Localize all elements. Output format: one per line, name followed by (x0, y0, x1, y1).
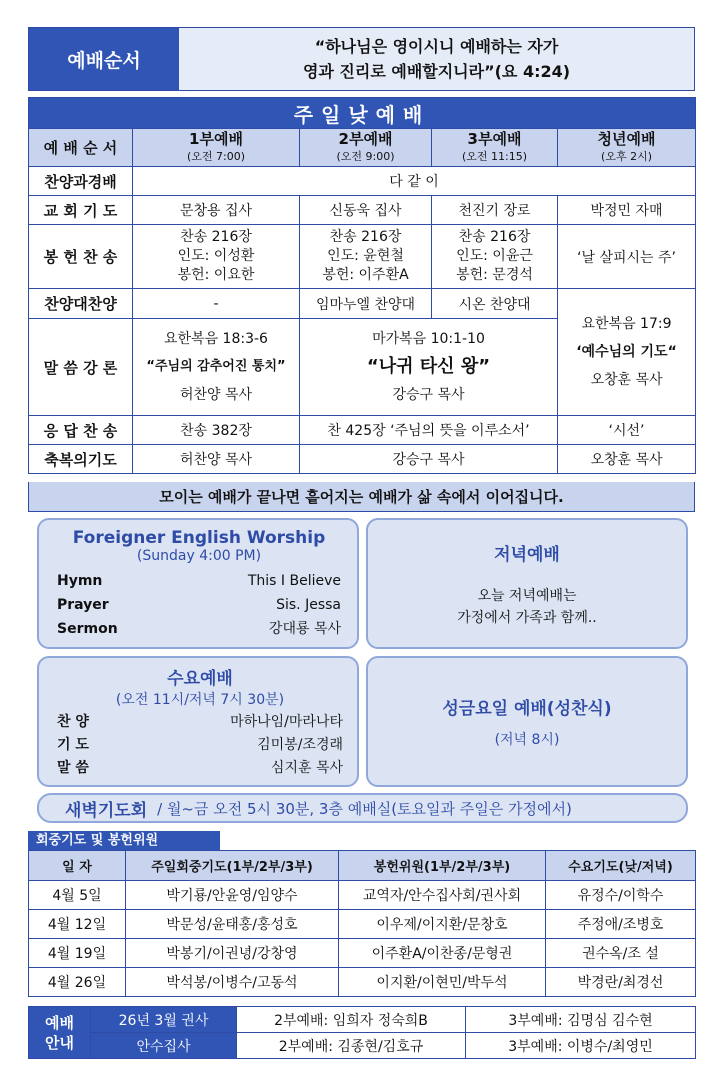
evening-line-1: 오늘 저녁예배는 (477, 588, 577, 604)
row-label-response: 응 답 찬 송 (29, 416, 133, 445)
guide-row1-2nd: 2부예배: 임희자 정숙희B (237, 1007, 466, 1033)
guide-row1-role: 26년 3월 권사 (91, 1007, 237, 1033)
prayer-youth: 박정민 자매 (558, 196, 696, 225)
worship-guide-table (28, 1006, 696, 1059)
table-cell: 이우제/이지환/문창호 (339, 910, 546, 939)
blessing-1: 허찬양 목사 (133, 445, 300, 474)
praise-all: 다 같 이 (133, 167, 696, 196)
pray-committee-title: 회중기도 및 봉헌위원 (28, 831, 220, 850)
row-label-prayer: 교 회 기 도 (29, 196, 133, 225)
verse-line-1: “하나님은 영이시니 예배하는 자가 (314, 37, 559, 56)
blessing-23: 강승구 목사 (300, 445, 558, 474)
table-cell: 4월 19일 (29, 939, 126, 968)
table-row (29, 881, 696, 910)
table-cell: 박석봉/이병수/고동석 (126, 968, 339, 997)
table-cell: 박문성/윤태홍/홍성호 (126, 910, 339, 939)
offering-youth: ‘날 살피시는 주’ (558, 225, 696, 289)
table-cell: 이주환A/이찬종/문형권 (339, 939, 546, 968)
service-youth-header: 청년예배 (오후 2시) (558, 129, 696, 167)
pray-header-offering: 봉헌위원(1부/2부/3부) (339, 851, 546, 881)
table-cell: 이지환/이현민/박두석 (339, 968, 546, 997)
guide-label: 예배 안내 (29, 1007, 91, 1059)
foreigner-sermon: Sermon 강대룡 목사 (57, 621, 341, 637)
guide-row2-2nd: 2부예배: 김종현/김호규 (237, 1033, 466, 1059)
service-1-header: 1부예배 (오전 7:00) (133, 129, 300, 167)
table-row (29, 910, 696, 939)
good-friday-time: (저녁 8시) (494, 732, 560, 748)
sermon-1: 요한복음 18:3-6 “주님의 감추어진 통치” 허찬양 목사 (133, 319, 300, 416)
response-youth: ‘시선’ (558, 416, 696, 445)
evening-worship-box (366, 518, 688, 649)
sunday-schedule-table (28, 97, 696, 474)
table-cell: 박봉기/이권녕/강창영 (126, 939, 339, 968)
evening-title: 저녁예배 (494, 545, 560, 565)
table-cell: 4월 26일 (29, 968, 126, 997)
prayer-2: 신동욱 집사 (300, 196, 432, 225)
table-row (29, 968, 696, 997)
prayer-1: 문창용 집사 (133, 196, 300, 225)
pray-header-date: 일 자 (29, 851, 126, 881)
guide-row1-3rd: 3부예배: 김명심 김수현 (466, 1007, 696, 1033)
response-1: 찬송 382장 (133, 416, 300, 445)
foreigner-hymn: Hymn This I Believe (57, 573, 341, 589)
wednesday-worship-box (37, 656, 359, 787)
row-label-offering: 봉 헌 찬 송 (29, 225, 133, 289)
wednesday-praise: 찬 양 마하나임/마라나타 (57, 714, 343, 730)
row-label-choir: 찬양대찬양 (29, 289, 133, 319)
offering-3: 찬송 216장 인도: 이윤근 봉헌: 문경석 (432, 225, 558, 289)
foreigner-prayer: Prayer Sis. Jessa (57, 597, 341, 613)
offering-2: 찬송 216장 인도: 윤현철 봉헌: 이주환A (300, 225, 432, 289)
offering-1: 찬송 216장 인도: 이성환 봉헌: 이요한 (133, 225, 300, 289)
sunday-footer: 모이는 예배가 끝나면 흩어지는 예배가 삶 속에서 이어집니다. (28, 482, 695, 512)
sermon-youth: 요한복음 17:9 ‘예수님의 기도“ 오창훈 목사 (558, 289, 696, 416)
table-row (29, 939, 696, 968)
service-2-header: 2부예배 (오전 9:00) (300, 129, 432, 167)
good-friday-title: 성금요일 예배(성찬식) (442, 699, 612, 719)
table-cell: 박기룡/안윤영/임양수 (126, 881, 339, 910)
choir-2: 임마누엘 찬양대 (300, 289, 432, 319)
header-bar (28, 27, 695, 91)
table-cell: 교역자/안수집사회/권사회 (339, 881, 546, 910)
row-label-blessing: 축복의기도 (29, 445, 133, 474)
wednesday-time: (오전 11시/저녁 7시 30분) (115, 692, 285, 708)
wednesday-prayer: 기 도 김미봉/조경래 (57, 737, 343, 753)
table-cell: 4월 12일 (29, 910, 126, 939)
blessing-youth: 오창훈 목사 (558, 445, 696, 474)
service-3-header: 3부예배 (오전 11:15) (432, 129, 558, 167)
foreigner-worship-box (37, 518, 359, 649)
sermon-23: 마가복음 10:1-10 “나귀 타신 왕” 강승구 목사 (300, 319, 558, 416)
pray-header-sunday: 주일회중기도(1부/2부/3부) (126, 851, 339, 881)
foreigner-time: (Sunday 4:00 PM) (136, 548, 262, 564)
row-label-sermon: 말 씀 강 론 (29, 319, 133, 416)
choir-3: 시온 찬양대 (432, 289, 558, 319)
theme-verse (179, 28, 694, 90)
dawn-text: / 월~금 오전 5시 30분, 3층 예배실(토요일과 주일은 가정에서) (157, 799, 572, 818)
good-friday-box (366, 656, 688, 787)
row-label-praise: 찬양과경배 (29, 167, 133, 196)
dawn-title: 새벽기도회 (65, 800, 148, 821)
prayer-3: 천진기 장로 (432, 196, 558, 225)
evening-line-2: 가정에서 가족과 함께.. (457, 610, 597, 626)
pray-header-wednesday: 수요기도(낮/저녁) (546, 851, 696, 881)
order-label: 예배순서 (29, 28, 179, 90)
guide-row2-role: 안수집사 (91, 1033, 237, 1059)
table-cell: 권수옥/조 설 (546, 939, 696, 968)
table-cell: 주정애/조병호 (546, 910, 696, 939)
wednesday-title: 수요예배 (167, 669, 233, 689)
choir-1: - (133, 289, 300, 319)
sunday-title: 주일낮예배 (29, 98, 696, 129)
table-cell: 4월 5일 (29, 881, 126, 910)
wednesday-sermon: 말 씀 심지훈 목사 (57, 760, 343, 776)
foreigner-title: Foreigner English Worship (72, 528, 326, 548)
response-23: 찬 425장 ‘주님의 뜻을 이루소서’ (300, 416, 558, 445)
guide-row2-3rd: 3부예배: 이병수/최영민 (466, 1033, 696, 1059)
row-label-order: 예 배 순 서 (29, 129, 133, 167)
table-cell: 박경란/최경선 (546, 968, 696, 997)
verse-line-2: 영과 진리로 예배할지니라”(요 4:24) (302, 62, 571, 81)
table-cell: 유정수/이학수 (546, 881, 696, 910)
pray-committee-table (28, 850, 696, 997)
dawn-prayer-bar (37, 793, 688, 823)
